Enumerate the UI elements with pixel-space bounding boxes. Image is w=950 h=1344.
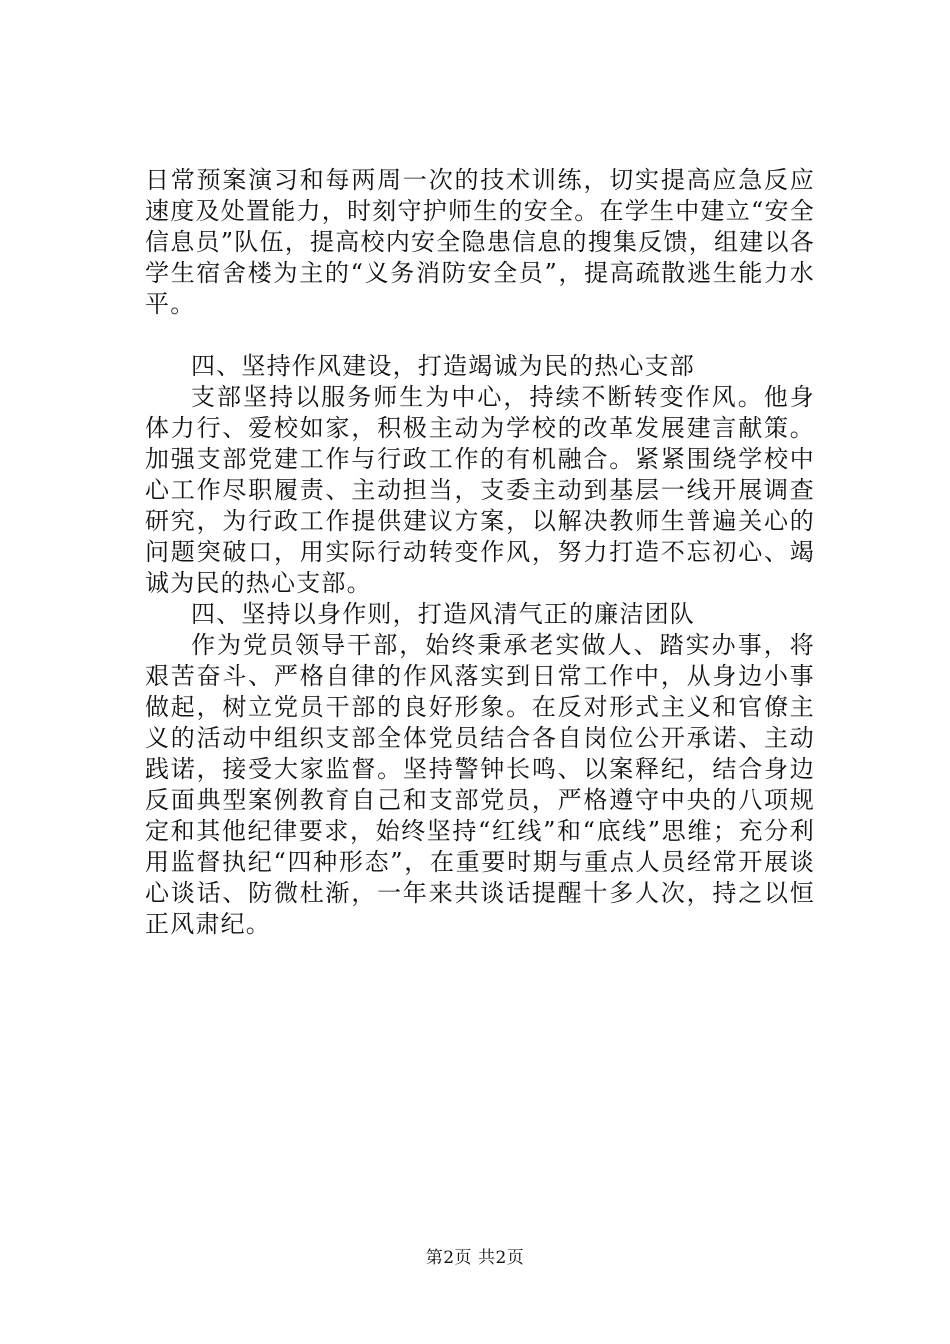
paragraph-gap (145, 320, 815, 351)
page-footer: 第2页 共2页 (425, 1248, 525, 1268)
paragraph-work-style: 支部坚持以服务师生为中心，持续不断转变作风。他身体力行、爱校如家，积极主动为学校的改革发展建言献策。加强支部党建工作与行政工作的有机融合。紧紧围绕学校中心工作尽职履责、主动担当，支委主动到基层一线开展调查研究，为行政工作提供建议方案，以解决教师生普遍关心的问题突破口，用实际行动转变作风，努力打造不忘初心、竭诚为民的热心支部。 (145, 383, 815, 597)
paragraph-safety-continued: 日常预案演习和每两周一次的技术训练，切实提高应急反应速度及处置能力，时刻守护师生的安全。在学生中建立“安全信息员”队伍，提高校内安全隐患信息的搜集反馈，组建以各学生宿舍楼为主的“义务消防安全员”，提高疏散逃生能力水平。 (145, 166, 815, 318)
heading-work-style: 四、坚持作风建设，打造竭诚为民的热心支部 (191, 352, 695, 380)
document-body (145, 165, 815, 940)
heading-integrity: 四、坚持以身作则，打造风清气正的廉洁团队 (191, 600, 695, 628)
paragraph-integrity: 作为党员领导干部，始终秉承老实做人、踏实办事，将艰苦奋斗、严格自律的作风落实到日常工作中，从身边小事做起，树立党员干部的良好形象。在反对形式主义和官僚主义的活动中组织支部全体党员结合各自岗位公开承诺、主动践诺，接受大家监督。坚持警钟长鸣、以案释纪，结合身边反面典型案例教育自己和支部党员，严格遵守中央的八项规定和其他纪律要求，始终坚持“红线”和“底线”思维；充分利用监督执纪“四种形态”，在重要时期与重点人员经常开展谈心谈话、防微杜渐，一年来共谈话提醒十多人次，持之以恒正风肃纪。 (145, 631, 815, 938)
